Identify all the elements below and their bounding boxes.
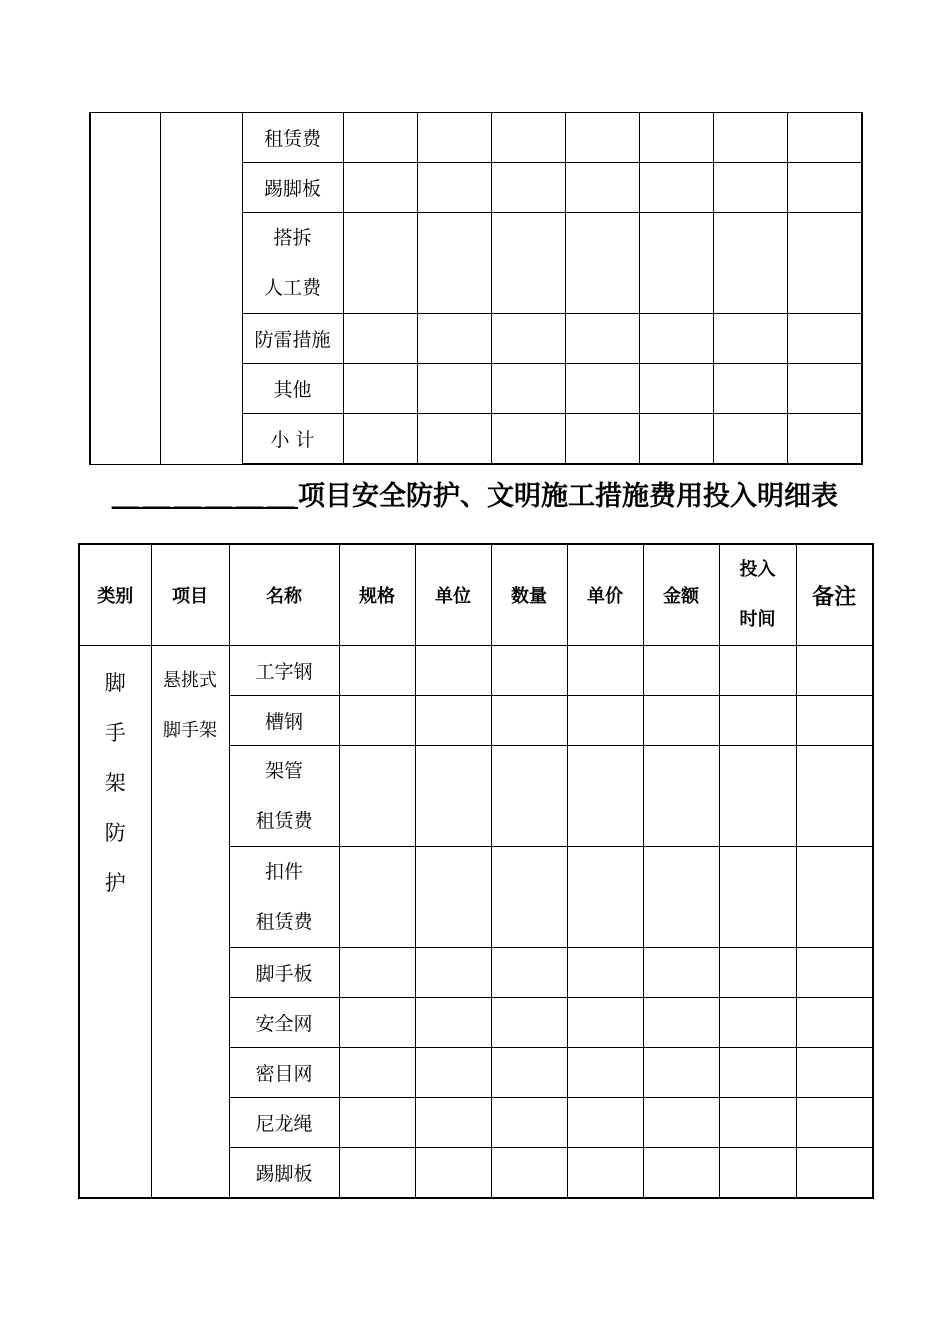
title-text: 项目安全防护、文明施工措施费用投入明细表 xyxy=(298,481,838,512)
table-row xyxy=(79,646,873,696)
header-name: 名称 xyxy=(229,544,339,646)
item-name-cell: 搭拆 人工费 xyxy=(242,213,343,314)
table-row xyxy=(90,113,862,163)
item-name-cell: 密目网 xyxy=(229,1048,339,1098)
continuation-table xyxy=(89,112,863,465)
item-name-cell: 踢脚板 xyxy=(242,163,343,213)
header-project: 项目 xyxy=(151,544,229,646)
header-unit-price: 单价 xyxy=(567,544,643,646)
header-input-time: 投入 时间 xyxy=(719,544,796,646)
header-amount: 金额 xyxy=(643,544,719,646)
header-remark: 备注 xyxy=(796,544,873,646)
subtotal-cell: 小 计 xyxy=(242,414,343,465)
header-unit: 单位 xyxy=(415,544,491,646)
header-quantity: 数量 xyxy=(491,544,567,646)
category-cell xyxy=(90,113,160,465)
document-title xyxy=(0,474,950,513)
title-blank-underline: ＿＿＿＿＿＿ xyxy=(112,481,298,512)
item-name-cell: 工字钢 xyxy=(229,646,339,696)
header-category: 类别 xyxy=(79,544,151,646)
item-name-cell: 脚手板 xyxy=(229,948,339,998)
item-name-cell: 扣件 租赁费 xyxy=(229,847,339,948)
item-name-cell: 其他 xyxy=(242,364,343,414)
item-name-cell: 租赁费 xyxy=(242,113,343,163)
category-cell: 脚 手 架 防 护 xyxy=(79,646,151,1199)
project-cell: 悬挑式 脚手架 xyxy=(151,646,229,1199)
item-name-cell: 架管 租赁费 xyxy=(229,746,339,847)
item-name-cell: 安全网 xyxy=(229,998,339,1048)
item-name-cell: 尼龙绳 xyxy=(229,1098,339,1148)
item-name-cell: 踢脚板 xyxy=(229,1148,339,1199)
expense-detail-table xyxy=(78,543,874,1199)
project-cell xyxy=(160,113,242,465)
item-name-cell: 防雷措施 xyxy=(242,314,343,364)
header-row xyxy=(79,544,873,646)
header-spec: 规格 xyxy=(339,544,415,646)
item-name-cell: 槽钢 xyxy=(229,696,339,746)
